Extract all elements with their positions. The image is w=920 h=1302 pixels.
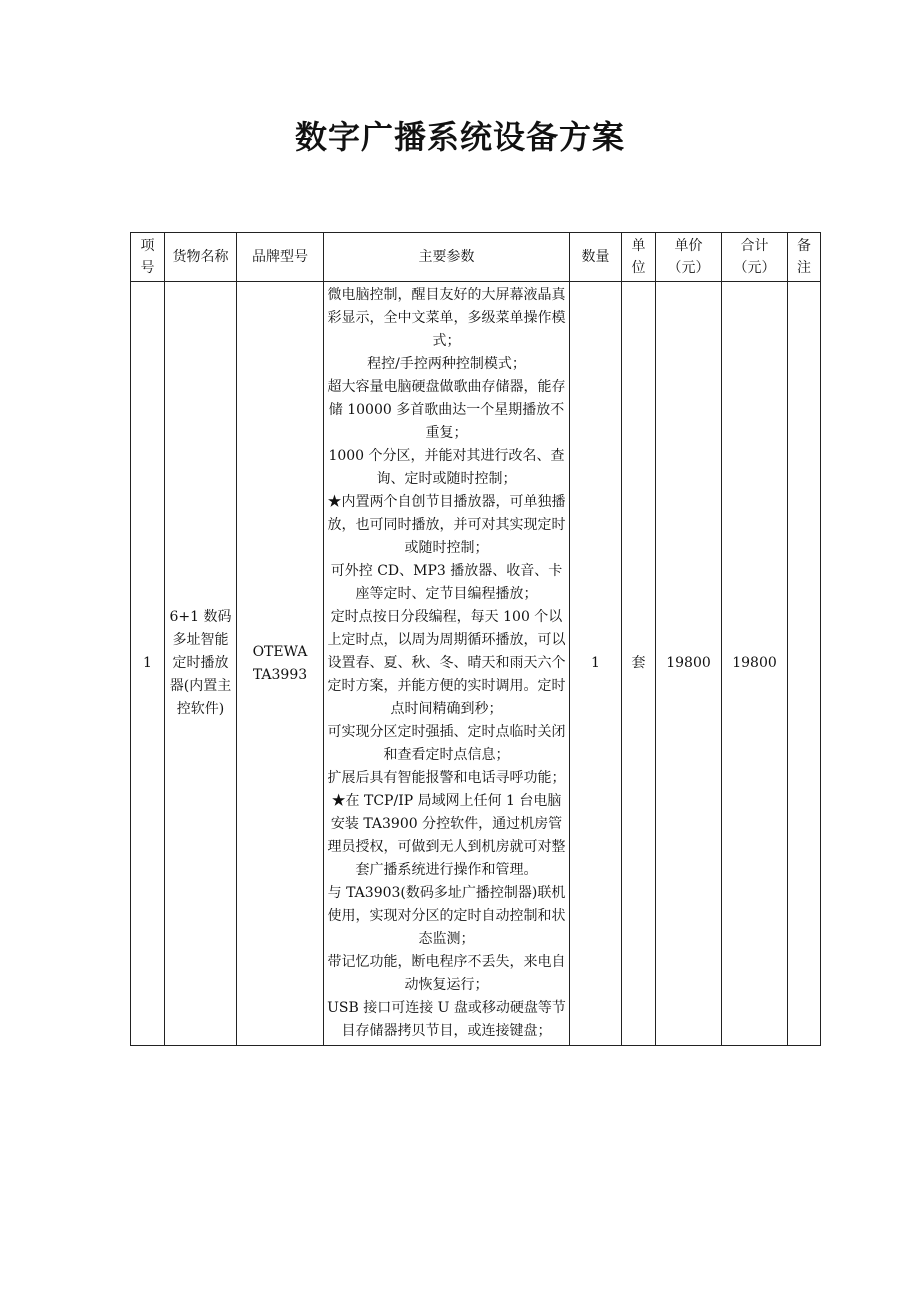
cell-name: 6+1 数码多址智能定时播放器(内置主控软件)	[165, 282, 237, 1046]
equipment-table	[130, 232, 821, 1046]
header-total: 合计（元）	[722, 233, 788, 282]
cell-params	[324, 282, 570, 1046]
header-params: 主要参数	[324, 233, 570, 282]
cell-remarks	[788, 282, 821, 1046]
cell-model: OTEWA TA3993	[237, 282, 324, 1046]
param-line: 定时点按日分段编程，每天 100 个以上定时点，以周为周期循环播放，可以设置春、夏、秋、冬、晴天和雨天六个定时方案，并能方便的实时调用。定时点时间精确到秒；	[327, 609, 566, 717]
param-line: USB 接口可连接 U 盘或移动硬盘等节目存储器拷贝节目，或连接键盘；	[327, 1000, 566, 1039]
param-line: 超大容量电脑硬盘做歌曲存储器，能存储 10000 多首歌曲达一个星期播放不重复；	[327, 379, 566, 441]
cell-unit-price: 19800	[656, 282, 722, 1046]
header-quantity: 数量	[570, 233, 622, 282]
param-line: 可外控 CD、MP3 播放器、收音、卡座等定时、定节目编程播放；	[330, 563, 563, 602]
table-row	[131, 282, 821, 1046]
param-line: 程控/手控两种控制模式；	[367, 356, 526, 372]
table-header-row	[131, 233, 821, 282]
param-line: 扩展后具有智能报警和电话寻呼功能；	[327, 770, 566, 786]
header-unit-price: 单价（元）	[656, 233, 722, 282]
param-line: 可实现分区定时强插、定时点临时关闭和查看定时点信息；	[327, 724, 566, 763]
header-unit: 单位	[622, 233, 656, 282]
param-line: 带记忆功能，断电程序不丢失，来电自动恢复运行；	[327, 954, 566, 993]
document-title: 数字广播系统设备方案	[294, 118, 625, 156]
param-line: 与 TA3903(数码多址广播控制器)联机使用，实现对分区的定时自动控制和状态监测；	[327, 885, 566, 947]
cell-total: 19800	[722, 282, 788, 1046]
param-line: ★内置两个自创节目播放器，可单独播放，也可同时播放，并可对其实现定时或随时控制；	[327, 494, 566, 556]
param-line: 微电脑控制，醒目友好的大屏幕液晶真彩显示，全中文菜单，多级菜单操作模式；	[327, 287, 566, 349]
header-model: 品牌型号	[237, 233, 324, 282]
header-index: 项号	[131, 233, 165, 282]
cell-index: 1	[131, 282, 165, 1046]
param-line: ★在 TCP/IP 局域网上任何 1 台电脑安装 TA3900 分控软件，通过机房管理员授权，可做到无人到机房就可对整套广播系统进行操作和管理。	[327, 793, 566, 878]
cell-quantity: 1	[570, 282, 622, 1046]
cell-unit: 套	[622, 282, 656, 1046]
header-remarks: 备注	[788, 233, 821, 282]
header-name: 货物名称	[165, 233, 237, 282]
param-line: 1000 个分区，并能对其进行改名、查询、定时或随时控制；	[328, 448, 565, 487]
